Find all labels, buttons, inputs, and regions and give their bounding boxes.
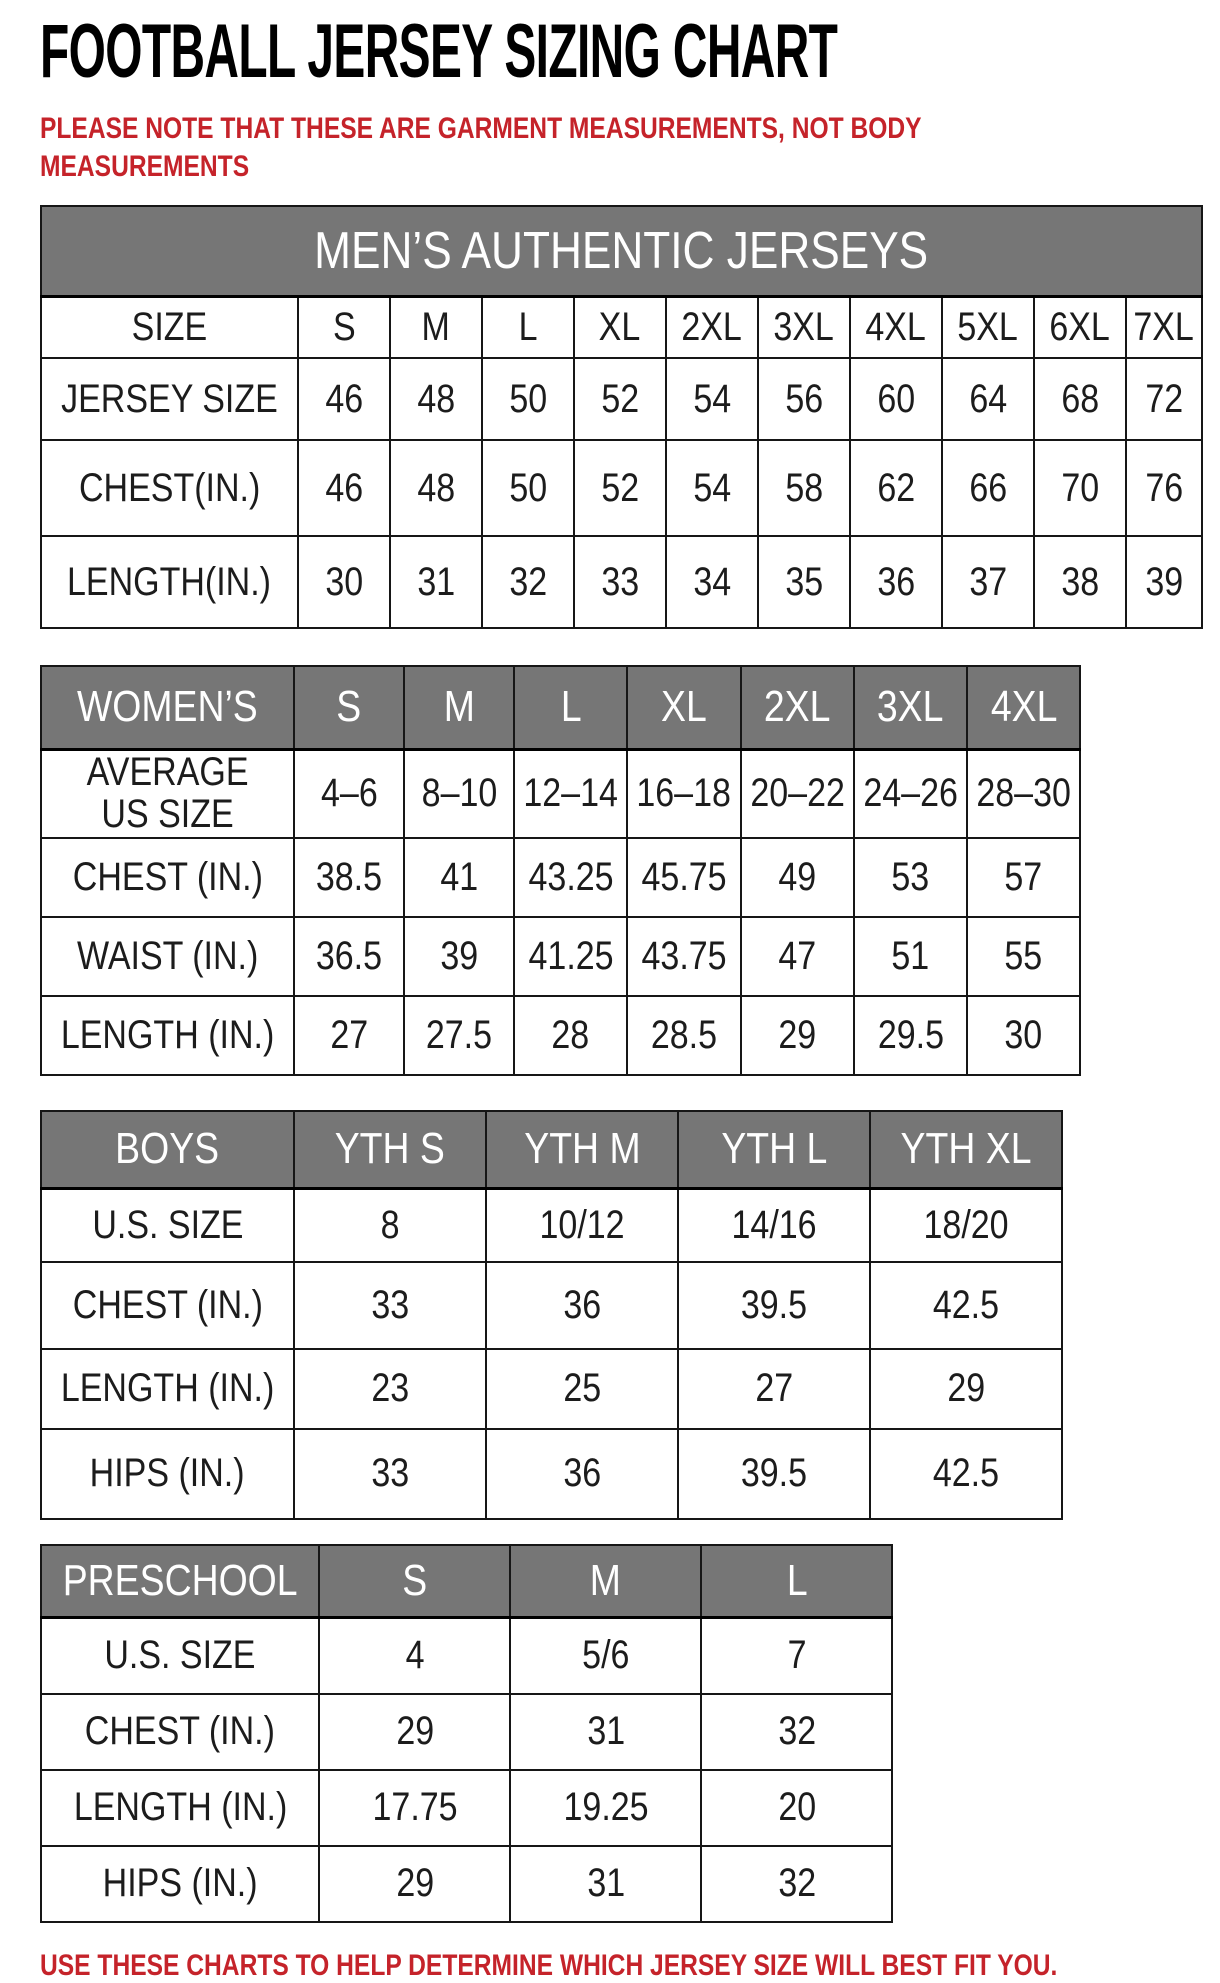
preschool-length-row <box>41 1770 892 1846</box>
size-header-cell <box>678 1111 870 1189</box>
cell <box>298 440 390 536</box>
cell <box>870 1262 1062 1349</box>
cell-text: 10/12 <box>539 1202 625 1247</box>
row-label-text: U.S. SIZE <box>91 1202 244 1247</box>
size-header-cell <box>854 666 967 749</box>
cell <box>942 296 1034 358</box>
preschool-us-size-row <box>41 1618 892 1694</box>
cell-text: 33 <box>600 559 639 604</box>
cell-text: 33 <box>371 1282 410 1327</box>
cell-text: 35 <box>784 559 823 604</box>
row-label-text: U.S. SIZE <box>104 1633 256 1678</box>
cell-text: 39.5 <box>741 1451 808 1495</box>
cell <box>870 1429 1062 1519</box>
cell <box>404 917 514 996</box>
cell-text: 55 <box>1004 933 1043 978</box>
cell-text: XL <box>599 304 641 349</box>
cell <box>870 1349 1062 1429</box>
cell <box>319 1618 510 1694</box>
cell <box>390 440 482 536</box>
cell-text: 36.5 <box>316 933 383 978</box>
cell-text: 41 <box>440 854 479 899</box>
cell <box>850 296 942 358</box>
cell-text: 32 <box>777 1709 816 1753</box>
cell-text: 30 <box>324 559 363 604</box>
cell-text: 66 <box>968 465 1007 510</box>
row-label-text: SIZE <box>131 304 208 349</box>
size-header-text: YTH M <box>523 1124 641 1174</box>
size-header-cell <box>319 1545 510 1618</box>
cell-text: 31 <box>586 1709 625 1753</box>
size-header-text: YTH L <box>721 1124 828 1174</box>
cell <box>574 536 666 628</box>
cell-text: 54 <box>692 376 731 421</box>
preschool-table <box>40 1544 893 1923</box>
cell <box>574 358 666 440</box>
womens-chest-row <box>41 838 1080 917</box>
cell <box>850 536 942 628</box>
size-header-text: S <box>336 682 362 732</box>
mens-size-row <box>41 296 1202 358</box>
cell-text: 32 <box>777 1861 816 1905</box>
row-label-text: LENGTH(IN.) <box>67 559 272 604</box>
row-label <box>41 1189 294 1262</box>
row-label-text: LENGTH (IN.) <box>73 1785 287 1829</box>
cell-text: 24–26 <box>863 771 958 815</box>
cell <box>741 749 854 838</box>
mens-length-row <box>41 536 1202 628</box>
size-header-cell <box>514 666 627 749</box>
cell-text: 37 <box>968 559 1007 604</box>
cell-text: 7XL <box>1133 304 1195 349</box>
cell <box>390 296 482 358</box>
cell <box>666 358 758 440</box>
cell-text: 52 <box>600 465 639 510</box>
cell-text: 4–6 <box>320 771 378 815</box>
cell <box>294 1349 486 1429</box>
cell <box>678 1262 870 1349</box>
cell <box>298 358 390 440</box>
cell-text: 29 <box>947 1366 986 1410</box>
cell-text: 48 <box>416 376 455 421</box>
cell <box>514 838 627 917</box>
boys-chest-row <box>41 1262 1062 1349</box>
cell-text: 64 <box>968 376 1007 421</box>
cell <box>758 358 850 440</box>
cell <box>627 838 740 917</box>
cell <box>1126 536 1202 628</box>
row-label <box>41 749 294 838</box>
cell <box>741 838 854 917</box>
cell-text: 49 <box>778 854 817 899</box>
size-header-cell <box>741 666 854 749</box>
cell-text: 3XL <box>773 304 835 349</box>
cell <box>967 838 1080 917</box>
size-header-text: M <box>590 1555 622 1605</box>
boys-hips-row <box>41 1429 1062 1519</box>
page-title <box>40 9 1220 94</box>
boys-header-label-cell <box>41 1111 294 1189</box>
cell-text: 45.75 <box>641 854 727 899</box>
cell <box>510 1694 701 1770</box>
cell-text: 68 <box>1060 376 1099 421</box>
size-header-cell <box>627 666 740 749</box>
cell-text: 46 <box>324 376 363 421</box>
boys-header-label-text: BOYS <box>115 1124 220 1174</box>
womens-us-size-row <box>41 749 1080 838</box>
size-header-text: L <box>560 682 582 732</box>
cell <box>319 1846 510 1922</box>
cell-text: 39 <box>1144 559 1183 604</box>
cell <box>627 917 740 996</box>
cell <box>701 1770 892 1846</box>
cell-text: 20–22 <box>749 771 845 815</box>
cell-text: 8 <box>380 1202 400 1247</box>
cell <box>510 1618 701 1694</box>
cell <box>701 1694 892 1770</box>
cell <box>482 296 574 358</box>
cell-text: 6XL <box>1049 304 1111 349</box>
cell-text: 27 <box>755 1366 794 1410</box>
row-label <box>41 536 298 628</box>
cell <box>678 1349 870 1429</box>
cell-text: 42.5 <box>933 1282 1000 1327</box>
size-header-cell <box>701 1545 892 1618</box>
cell <box>486 1429 678 1519</box>
cell <box>942 440 1034 536</box>
cell-text: 41.25 <box>528 933 614 978</box>
cell-text: S <box>332 304 356 349</box>
cell <box>1126 296 1202 358</box>
cell <box>1034 296 1126 358</box>
boys-length-row <box>41 1349 1062 1429</box>
cell-text: 25 <box>563 1366 602 1410</box>
cell-text: 36 <box>563 1451 602 1495</box>
size-header-text: 4XL <box>990 682 1057 732</box>
cell <box>319 1770 510 1846</box>
cell <box>967 996 1080 1075</box>
cell-text: 51 <box>891 933 930 978</box>
cell-text: 28 <box>551 1012 590 1057</box>
cell-text: 76 <box>1144 465 1183 510</box>
cell <box>1034 440 1126 536</box>
cell-text: L <box>518 304 538 349</box>
cell <box>850 440 942 536</box>
cell <box>666 536 758 628</box>
cell <box>854 749 967 838</box>
cell <box>514 917 627 996</box>
size-header-text: M <box>443 682 475 732</box>
boys-header-row <box>41 1111 1062 1189</box>
cell <box>741 917 854 996</box>
cell <box>942 536 1034 628</box>
womens-header-label-text: WOMEN’S <box>77 682 258 732</box>
row-label <box>41 1262 294 1349</box>
size-header-text: 2XL <box>763 682 831 732</box>
womens-table <box>40 665 1081 1076</box>
preschool-chest-row <box>41 1694 892 1770</box>
cell-text: 62 <box>876 465 915 510</box>
cell <box>404 996 514 1075</box>
cell-text: 53 <box>891 854 930 899</box>
cell <box>294 917 404 996</box>
cell <box>294 749 404 838</box>
row-label <box>41 1349 294 1429</box>
size-header-cell <box>486 1111 678 1189</box>
garment-measurement-note: PLEASE NOTE THAT THESE ARE GARMENT MEASUREMENTS, NOT BODY MEASUREMENTS <box>40 112 922 183</box>
cell <box>294 996 404 1075</box>
boys-us-size-row <box>41 1189 1062 1262</box>
cell <box>701 1618 892 1694</box>
preschool-hips-row <box>41 1846 892 1922</box>
cell <box>1126 358 1202 440</box>
cell-text: 38 <box>1060 559 1099 604</box>
row-label-text: CHEST(IN.) <box>78 465 261 510</box>
row-label <box>41 996 294 1075</box>
preschool-header-row <box>41 1545 892 1618</box>
boys-table <box>40 1110 1063 1520</box>
cell <box>294 838 404 917</box>
cell-text: 27.5 <box>426 1012 493 1057</box>
cell-text: 47 <box>778 933 817 978</box>
cell-text: 7 <box>787 1633 807 1678</box>
row-label <box>41 1694 319 1770</box>
row-label <box>41 296 298 358</box>
cell-text: 50 <box>508 376 547 421</box>
cell-text: 36 <box>563 1282 602 1327</box>
cell-text: 43.75 <box>641 933 727 978</box>
size-header-cell <box>294 1111 486 1189</box>
womens-header-label-cell <box>41 666 294 749</box>
cell <box>294 1262 486 1349</box>
cell <box>482 536 574 628</box>
cell <box>514 749 627 838</box>
cell-text: 19.25 <box>563 1785 649 1829</box>
cell-text: 4 <box>405 1633 425 1678</box>
row-label <box>41 1770 319 1846</box>
row-label <box>41 1429 294 1519</box>
womens-waist-row <box>41 917 1080 996</box>
mens-chest-row <box>41 440 1202 536</box>
cell-text: 38.5 <box>316 854 383 899</box>
cell <box>942 358 1034 440</box>
cell-text: 20 <box>777 1785 816 1829</box>
cell-text: 17.75 <box>372 1785 458 1829</box>
row-label-text: LENGTH (IN.) <box>60 1366 275 1410</box>
cell <box>390 536 482 628</box>
cell <box>482 358 574 440</box>
cell-text: 5/6 <box>582 1633 630 1678</box>
womens-length-row <box>41 996 1080 1075</box>
cell-text: 31 <box>416 559 455 604</box>
mens-authentic-jerseys-table <box>40 205 1203 629</box>
cell <box>390 358 482 440</box>
cell-text: 5XL <box>957 304 1019 349</box>
cell-text: 29.5 <box>877 1012 944 1057</box>
cell <box>701 1846 892 1922</box>
cell <box>482 440 574 536</box>
row-label <box>41 440 298 536</box>
size-header-text: 3XL <box>877 682 944 732</box>
cell-text: 50 <box>508 465 547 510</box>
cell-text: 16–18 <box>636 771 732 815</box>
chart-usage-note: USE THESE CHARTS TO HELP DETERMINE WHICH JERSEY SIZE WILL BEST FIT YOU. <box>40 1948 1058 1982</box>
cell-text: 33 <box>371 1451 410 1495</box>
row-label <box>41 1846 319 1922</box>
cell <box>486 1349 678 1429</box>
row-label-text: CHEST (IN.) <box>72 1282 263 1327</box>
cell-text: 28–30 <box>976 771 1071 815</box>
cell-text: 18/20 <box>923 1202 1009 1247</box>
cell <box>486 1262 678 1349</box>
womens-header-row <box>41 666 1080 749</box>
cell-text: 54 <box>692 465 731 510</box>
cell-text: 29 <box>778 1012 817 1057</box>
size-header-text: YTH XL <box>900 1124 1032 1174</box>
cell-text: 52 <box>600 376 639 421</box>
cell <box>850 358 942 440</box>
row-label <box>41 917 294 996</box>
cell-text: 46 <box>324 465 363 510</box>
cell-text: 57 <box>1004 854 1043 899</box>
cell <box>574 296 666 358</box>
row-label <box>41 358 298 440</box>
cell-text: 30 <box>1004 1012 1043 1057</box>
row-label-text: CHEST (IN.) <box>72 854 263 899</box>
cell-text: 72 <box>1144 376 1183 421</box>
row-label-text: HIPS (IN.) <box>102 1861 258 1905</box>
cell <box>514 996 627 1075</box>
cell-text: 42.5 <box>933 1451 1000 1495</box>
cell <box>298 536 390 628</box>
row-label-text: CHEST (IN.) <box>85 1709 276 1753</box>
cell <box>741 996 854 1075</box>
cell <box>758 536 850 628</box>
size-header-cell <box>404 666 514 749</box>
cell-text: 2XL <box>681 304 743 349</box>
cell <box>574 440 666 536</box>
cell <box>627 749 740 838</box>
cell <box>404 749 514 838</box>
row-label-text: JERSEY SIZE <box>61 376 278 421</box>
preschool-header-label-text: PRESCHOOL <box>62 1555 298 1605</box>
cell-text: M <box>421 304 451 349</box>
cell <box>627 996 740 1075</box>
row-label-text: LENGTH (IN.) <box>60 1012 275 1057</box>
cell-text: 8–10 <box>421 771 497 815</box>
row-label-text: HIPS (IN.) <box>90 1451 246 1495</box>
cell-text: 29 <box>395 1709 434 1753</box>
size-header-cell <box>870 1111 1062 1189</box>
cell-text: 31 <box>586 1861 625 1905</box>
cell <box>486 1189 678 1262</box>
cell <box>294 1429 486 1519</box>
cell-text: 29 <box>395 1861 434 1905</box>
cell <box>1034 358 1126 440</box>
cell-text: 12–14 <box>523 771 619 815</box>
cell-text: 32 <box>508 559 547 604</box>
size-header-text: L <box>786 1555 808 1605</box>
row-label <box>41 838 294 917</box>
row-label-text: WAIST (IN.) <box>76 933 259 978</box>
cell <box>758 296 850 358</box>
cell <box>510 1770 701 1846</box>
cell-text: 28.5 <box>650 1012 718 1057</box>
cell <box>298 296 390 358</box>
cell <box>666 440 758 536</box>
cell <box>854 996 967 1075</box>
size-header-text: S <box>402 1555 428 1605</box>
row-label-text: AVERAGE US SIZE <box>86 749 249 836</box>
cell <box>854 838 967 917</box>
cell-text: 23 <box>371 1366 410 1410</box>
cell-text: 56 <box>784 376 823 421</box>
size-header-cell <box>294 666 404 749</box>
mens-jersey-size-row <box>41 358 1202 440</box>
cell <box>870 1189 1062 1262</box>
cell-text: 58 <box>784 465 823 510</box>
cell-text: 39 <box>440 933 479 978</box>
page-title-text: FOOTBALL JERSEY SIZING CHART <box>40 9 838 94</box>
cell <box>319 1694 510 1770</box>
cell-text: 34 <box>692 559 731 604</box>
cell <box>967 917 1080 996</box>
cell-text: 43.25 <box>528 854 614 899</box>
size-header-text: YTH S <box>335 1124 446 1174</box>
cell-text: 4XL <box>865 304 927 349</box>
mens-table-header-row <box>41 206 1202 296</box>
cell <box>666 296 758 358</box>
cell <box>678 1189 870 1262</box>
cell-text: 36 <box>876 559 915 604</box>
row-label <box>41 1618 319 1694</box>
cell <box>1126 440 1202 536</box>
cell <box>758 440 850 536</box>
cell-text: 27 <box>330 1012 369 1057</box>
cell-text: 48 <box>416 465 455 510</box>
cell <box>404 838 514 917</box>
size-header-cell <box>510 1545 701 1618</box>
cell <box>510 1846 701 1922</box>
size-header-cell <box>967 666 1080 749</box>
cell <box>678 1429 870 1519</box>
cell <box>967 749 1080 838</box>
cell-text: 14/16 <box>731 1202 817 1247</box>
cell-text: 39.5 <box>741 1282 808 1327</box>
cell <box>854 917 967 996</box>
cell <box>1034 536 1126 628</box>
preschool-header-label-cell <box>41 1545 319 1618</box>
mens-table-title-cell <box>41 206 1202 296</box>
cell-text: 70 <box>1060 465 1099 510</box>
size-header-text: XL <box>661 682 707 732</box>
mens-table-title-text: MEN’S AUTHENTIC JERSEYS <box>314 221 929 280</box>
cell-text: 60 <box>876 376 915 421</box>
cell <box>294 1189 486 1262</box>
